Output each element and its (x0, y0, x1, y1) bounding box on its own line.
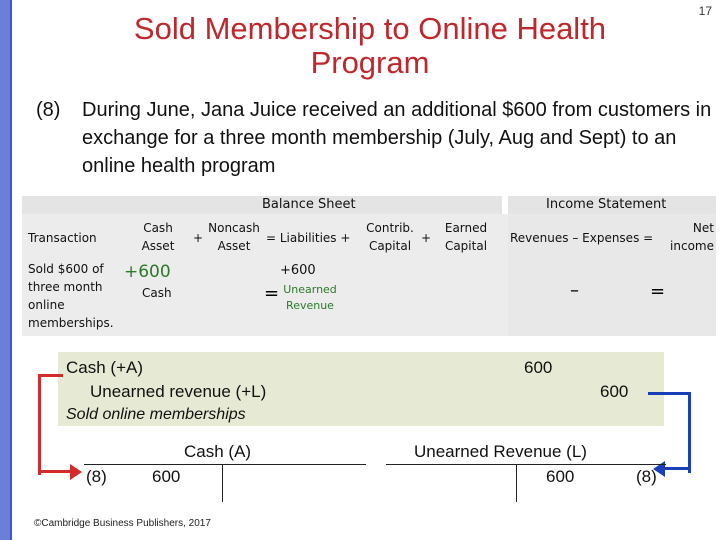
cash-change-label: Cash (142, 286, 172, 300)
balance-sheet-label: Balance Sheet (262, 197, 356, 212)
unearned-t-account-top (386, 464, 666, 465)
income-statement-label: Income Statement (546, 197, 667, 212)
cash-asset-header: Cash Asset (141, 221, 175, 253)
noncash-asset-header: Noncash Asset (208, 221, 260, 253)
paragraph-text: During June, Jana Juice received an additional $600 from customers in exchange for a three month membership (July, Aug and Sept) to an online health program (82, 99, 712, 177)
journal-debit-line: Cash (+A) (66, 358, 143, 377)
unearned-t-account-ref: (8) (636, 467, 657, 486)
debit-connector (38, 374, 63, 475)
cash-t-account-amount: 600 (152, 467, 181, 486)
slide-left-border (0, 0, 12, 540)
transaction-cell: Sold $600 of three month online memberships. (28, 262, 114, 330)
earned-capital-header: Earned Capital (444, 221, 488, 253)
page-number: 17 (698, 4, 712, 18)
journal-description: Sold online memberships (66, 406, 246, 423)
liabilities-header: = Liabilities + (266, 231, 351, 245)
credit-connector-tail (664, 467, 691, 470)
paragraph-number: (8) (36, 99, 61, 121)
cash-t-account-divider (222, 464, 223, 502)
plus-sign: + (193, 231, 204, 245)
transaction-header: Transaction (28, 231, 97, 245)
net-income-header: Net income (670, 221, 714, 253)
slide-title: Sold Membership to Online Health Program (133, 11, 607, 80)
equals-sign-2: = (650, 281, 666, 302)
journal-credit-amount: 600 (600, 382, 629, 401)
cash-t-account-top (84, 464, 366, 465)
debit-connector-tail (38, 470, 72, 473)
unearned-t-account-divider (516, 464, 517, 502)
liability-change-label: Unearned Revenue (283, 283, 337, 312)
equals-sign: = (264, 283, 280, 304)
cash-t-account-ref: (8) (86, 467, 107, 486)
journal-debit-amount: 600 (524, 358, 553, 377)
contrib-capital-header: Contrib. Capital (366, 221, 414, 253)
minus-sign: – (570, 280, 579, 301)
cash-t-account-title: Cash (A) (184, 442, 252, 461)
unearned-t-account-amount: 600 (546, 467, 575, 486)
debit-arrow-icon (70, 464, 82, 480)
revenues-expenses-header: Revenues – Expenses = (510, 231, 654, 245)
plus-sign-2: + (421, 231, 432, 245)
liability-change-value: +600 (280, 263, 316, 278)
journal-credit-line: Unearned revenue (+L) (90, 382, 267, 401)
cash-change-value: +600 (124, 262, 171, 282)
unearned-t-account-title: Unearned Revenue (L) (414, 442, 587, 461)
copyright-footer: ©Cambridge Business Publishers, 2017 (34, 518, 211, 529)
